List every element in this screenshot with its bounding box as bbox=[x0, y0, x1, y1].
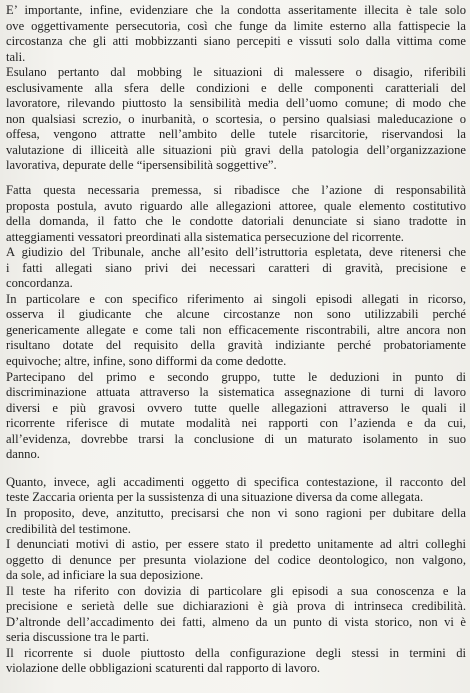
text-line: precisione e serietà delle sue dichiarazioni è già prova di intrinseca credibilità. bbox=[6, 599, 466, 614]
text-line: ove oggettivamente persecutoria, così che funge da limite esterno alla fattispecie la bbox=[6, 18, 466, 33]
text-line: offesa, vengono attratte nell’ambito delle tutele risarcitorie, riservandosi la bbox=[6, 127, 466, 142]
paragraph bbox=[6, 183, 466, 245]
paragraph bbox=[6, 537, 466, 584]
text-line: lavoratore, rilevando piuttosto la sensibilità media dell’uomo comune; di modo che bbox=[6, 96, 466, 111]
text-line: credibilità del testimone. bbox=[6, 521, 131, 536]
text-line: A giudizio del Tribunale, anche all’esito dell’istruttoria espletata, deve ritenersi che bbox=[6, 245, 466, 260]
text-line: Il teste ha riferito con dovizia di particolare gli episodi a sua conoscenza e la bbox=[6, 583, 466, 598]
text-line: Partecipano del primo e secondo gruppo, tutte le deduzioni in punto di bbox=[6, 369, 466, 384]
paragraph bbox=[6, 475, 466, 506]
paragraph bbox=[6, 3, 466, 65]
text-line: Quanto, invece, agli accadimenti oggetto di specifica contestazione, il racconto del bbox=[6, 474, 466, 489]
text-line: ricorrente riferisce di mutate modalità nei rapporti con l’azienda e da cui, bbox=[6, 416, 466, 431]
paragraph bbox=[6, 584, 466, 646]
text-line: circostanza che gli atti mobbizzanti siano percepiti e vissuti solo dalla vittima come bbox=[6, 34, 466, 49]
text-line: oggetto di denunce per presunta violazione del codice deontologico, non valgono, bbox=[6, 552, 466, 567]
text-line: equivoche; altre, infine, sono difformi da come dedotte. bbox=[6, 354, 287, 369]
text-line: all’evidenza, dovrebbe trarsi la conclusione di un maturato isolamento in suo bbox=[6, 431, 466, 446]
text-line: lavorativa, depurate delle “ipersensibilità soggettive”. bbox=[6, 158, 277, 173]
text-line: tali. bbox=[6, 49, 26, 64]
text-line: atteggiamenti vessatori preordinati alla sistematica persecuzione del ricorrente. bbox=[6, 229, 404, 244]
text-line: della domanda, il fatto che le condotte datoriali denunciate si siano tradotte in bbox=[6, 214, 466, 229]
text-line: Fatta questa necessaria premessa, si ribadisce che l’azione di responsabilità bbox=[6, 183, 466, 198]
paragraph bbox=[6, 370, 466, 463]
text-line: I denunciati motivi di astio, per essere stato il predetto unitamente ad altri colleghi bbox=[6, 537, 466, 552]
text-line: Esulano pertanto dal mobbing le situazioni di malessere o disagio, riferibili bbox=[6, 65, 466, 80]
text-line: Il ricorrente si duole piuttosto della configurazione degli stessi in termini di bbox=[6, 645, 466, 660]
text-line: diversi e più gravosi ovvero tutte quelle allegazioni attraverso le quali il bbox=[6, 400, 466, 415]
text-line: D’altronde dell’accadimento dei fatti, almeno da un punto di vista storico, non vi è bbox=[6, 614, 466, 629]
text-line: esclusivamente alla sfera delle condizioni e delle componenti caratteriali del bbox=[6, 80, 466, 95]
text-line: risultano dotate del requisito della gravità indiziante perché probatoriamente bbox=[6, 338, 466, 353]
paragraph bbox=[6, 65, 466, 174]
text-line: seria discussione tra le parti. bbox=[6, 630, 150, 645]
text-line: da sole, ad inficiare la sua deposizione. bbox=[6, 568, 204, 583]
paragraph bbox=[6, 646, 466, 677]
text-line: In proposito, deve, anzitutto, precisarsi che non vi sono ragioni per dubitare della bbox=[6, 505, 466, 520]
text-line: proposta postula, avuto riguardo alle allegazioni attoree, quale elemento costitutivo bbox=[6, 198, 466, 213]
text-line: In particolare e con specifico riferimento ai singoli episodi allegati in ricorso, bbox=[6, 291, 466, 306]
text-line: discriminazione attuata attraverso la sistematica assegnazione di turni di lavoro bbox=[6, 385, 466, 400]
text-line: i fatti allegati siano privi dei necessari caratteri di gravità, precisione e bbox=[6, 260, 466, 275]
text-line: valutazione di illiceità alle situazioni più gravi della patologia dell’organizzazione bbox=[6, 142, 466, 157]
text-line: violazione delle obbligazioni scaturenti dal rapporto di lavoro. bbox=[6, 661, 321, 676]
text-line: E’ importante, infine, evidenziare che la condotta asseritamente illecita è tale solo bbox=[6, 3, 466, 17]
text-line: osserva il giudicante che alcune circostanze non sono utilizzabili perché bbox=[6, 307, 466, 322]
text-line: teste Zaccaria orienta per la sussistenza di una situazione diversa da come allegata. bbox=[6, 490, 424, 505]
text-line: danno. bbox=[6, 447, 40, 462]
text-line: non qualsiasi screzio, o inurbanità, o scortesia, o persino qualsiasi maleducazione o bbox=[6, 111, 466, 126]
paragraph bbox=[6, 245, 466, 292]
document-body bbox=[6, 3, 466, 677]
text-line: genericamente allegate e come tali non efficacemente riscontrabili, altre ancora non bbox=[6, 322, 466, 337]
paragraph bbox=[6, 292, 466, 370]
text-line: concordanza. bbox=[6, 276, 73, 291]
paragraph bbox=[6, 506, 466, 537]
